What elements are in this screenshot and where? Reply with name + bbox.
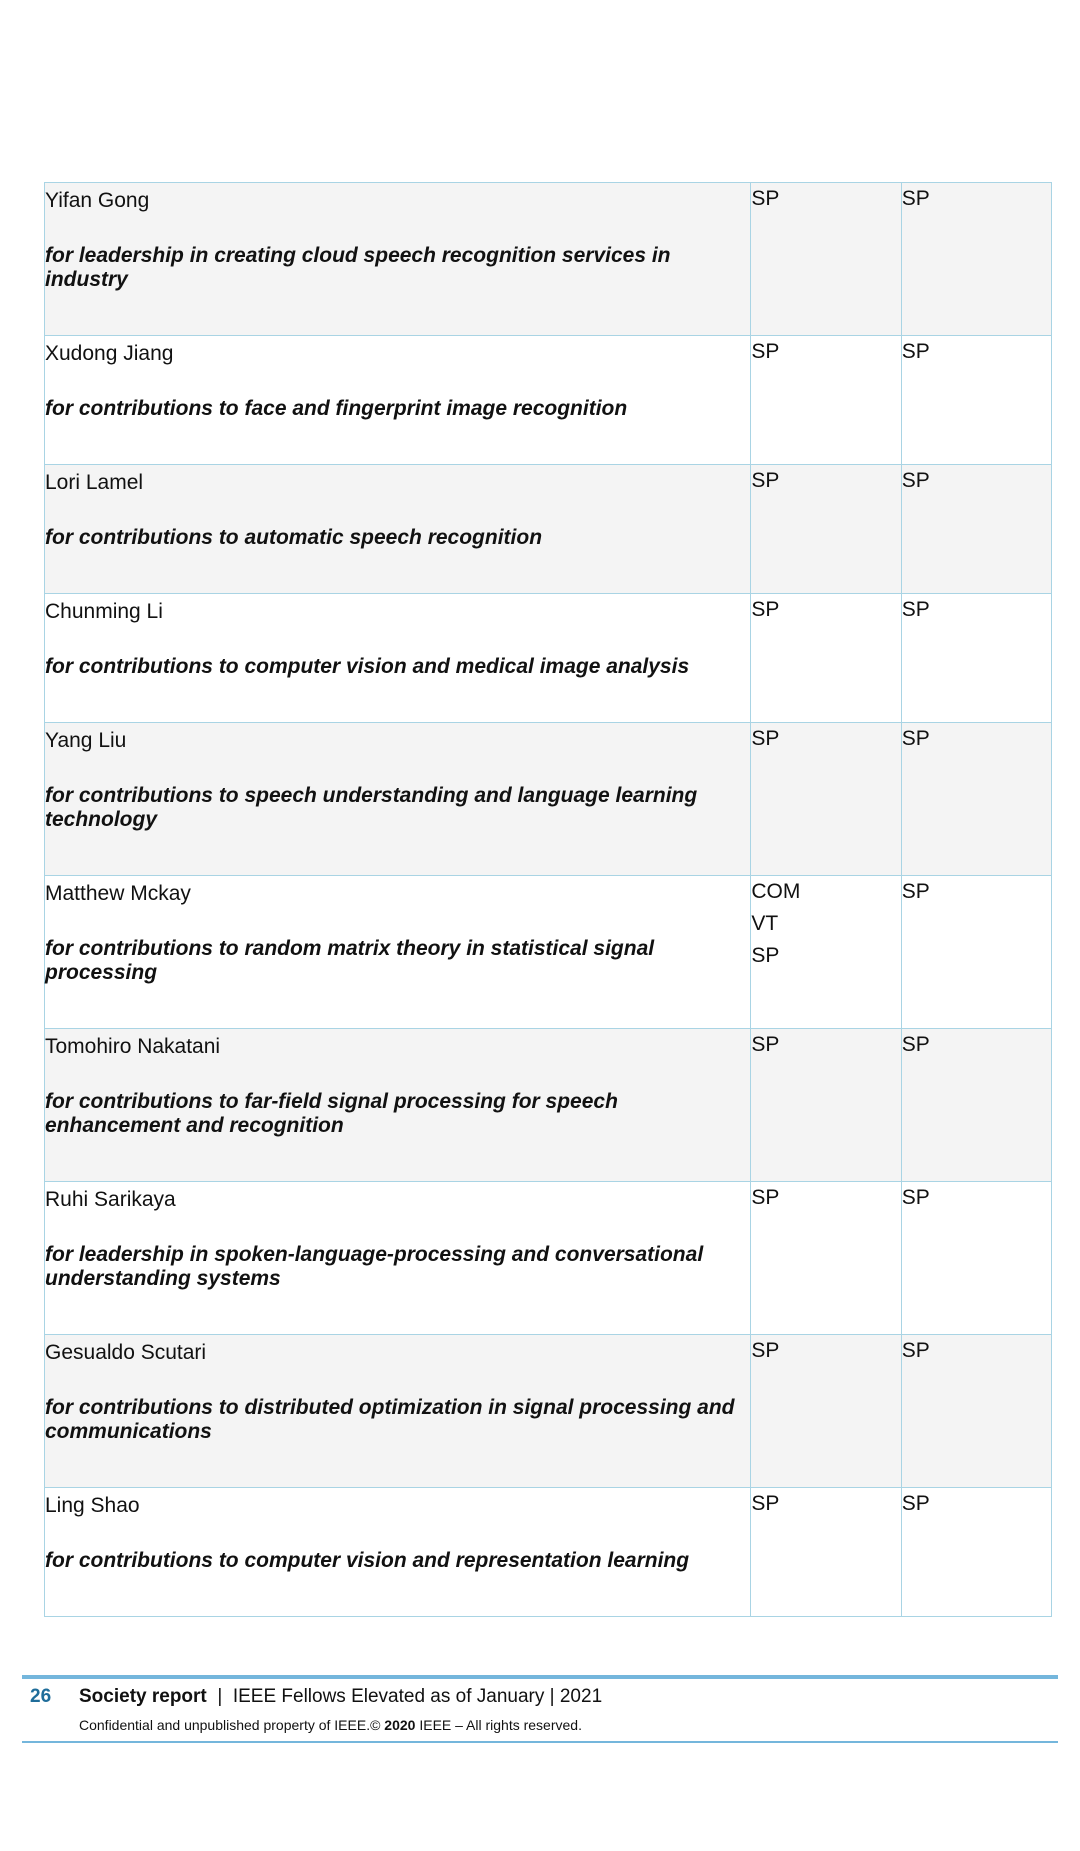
society-cell bbox=[751, 336, 901, 465]
society-cell bbox=[751, 723, 901, 876]
society-cell bbox=[751, 465, 901, 594]
section-cell bbox=[901, 1335, 1051, 1488]
fellow-name: Tomohiro Nakatani bbox=[45, 1035, 221, 1058]
fellow-citation: for contributions to distributed optimization in signal processing and communications bbox=[45, 1396, 735, 1443]
fellow-name: Yifan Gong bbox=[45, 189, 150, 212]
society-code: SP bbox=[751, 1339, 780, 1362]
society-code: SP bbox=[751, 340, 780, 363]
society-code: SP bbox=[751, 727, 780, 750]
society-cell bbox=[751, 876, 901, 1029]
report-subtitle: IEEE Fellows Elevated as of January | 2021 bbox=[232, 1686, 603, 1707]
society-cell bbox=[751, 1029, 901, 1182]
section-cell bbox=[901, 1488, 1051, 1617]
fellow-name: Ruhi Sarikaya bbox=[45, 1188, 176, 1211]
society-code: SP bbox=[751, 187, 780, 210]
society-code: VT bbox=[751, 912, 779, 935]
fellow-cell bbox=[45, 465, 751, 594]
society-code: SP bbox=[751, 1492, 780, 1515]
table-row bbox=[45, 1335, 1052, 1488]
section-cell bbox=[901, 723, 1051, 876]
section-code: SP bbox=[901, 1492, 930, 1515]
table-row bbox=[45, 1029, 1052, 1182]
fellow-name: Lori Lamel bbox=[45, 471, 144, 494]
fellow-name: Gesualdo Scutari bbox=[45, 1341, 207, 1364]
fellows-table bbox=[44, 182, 1052, 1617]
fellow-cell bbox=[45, 336, 751, 465]
fellow-cell bbox=[45, 183, 751, 336]
fellow-name: Ling Shao bbox=[45, 1494, 140, 1517]
page-footer bbox=[22, 1675, 1058, 1743]
fellow-citation: for contributions to automatic speech recognition bbox=[45, 526, 543, 549]
fellow-name: Xudong Jiang bbox=[45, 342, 174, 365]
section-code: SP bbox=[901, 880, 930, 903]
section-code: SP bbox=[901, 340, 930, 363]
fellow-cell bbox=[45, 1029, 751, 1182]
society-cell bbox=[751, 183, 901, 336]
section-cell bbox=[901, 594, 1051, 723]
section-code: SP bbox=[901, 598, 930, 621]
society-code: COM bbox=[751, 880, 801, 903]
section-code: SP bbox=[901, 727, 930, 750]
section-code: SP bbox=[901, 1186, 930, 1209]
section-cell bbox=[901, 876, 1051, 1029]
section-code: SP bbox=[901, 1033, 930, 1056]
table-row bbox=[45, 183, 1052, 336]
fellow-cell bbox=[45, 1488, 751, 1617]
section-cell bbox=[901, 465, 1051, 594]
table-row bbox=[45, 876, 1052, 1029]
society-code: SP bbox=[751, 469, 780, 492]
fellow-cell bbox=[45, 876, 751, 1029]
fellow-citation: for contributions to face and fingerprint image recognition bbox=[45, 397, 628, 420]
fellow-citation: for contributions to computer vision and medical image analysis bbox=[45, 655, 690, 678]
confidential-year: 2020 bbox=[384, 1717, 416, 1733]
table-row bbox=[45, 336, 1052, 465]
table-row bbox=[45, 723, 1052, 876]
society-cell bbox=[751, 1182, 901, 1335]
table-row bbox=[45, 465, 1052, 594]
fellow-citation: for leadership in creating cloud speech recognition services in industry bbox=[45, 244, 671, 291]
section-cell bbox=[901, 183, 1051, 336]
fellow-name: Matthew Mckay bbox=[45, 882, 191, 905]
section-cell bbox=[901, 1182, 1051, 1335]
fellow-citation: for contributions to speech understanding and language learning technology bbox=[45, 784, 698, 831]
table-row bbox=[45, 594, 1052, 723]
fellow-name: Chunming Li bbox=[45, 600, 163, 623]
society-code: SP bbox=[751, 944, 780, 967]
fellow-citation: for contributions to computer vision and representation learning bbox=[45, 1549, 690, 1572]
footer-divider-bottom bbox=[22, 1741, 1058, 1743]
section-code: SP bbox=[901, 187, 930, 210]
society-code: SP bbox=[751, 1033, 780, 1056]
fellow-cell bbox=[45, 1182, 751, 1335]
society-cell bbox=[751, 1335, 901, 1488]
page-number: 26 bbox=[30, 1686, 52, 1707]
table-row bbox=[45, 1182, 1052, 1335]
footer-title-line bbox=[22, 1679, 1058, 1715]
society-code: SP bbox=[751, 1186, 780, 1209]
report-label: Society report bbox=[79, 1686, 207, 1707]
table-row bbox=[45, 1488, 1052, 1617]
society-cell bbox=[751, 594, 901, 723]
society-code: SP bbox=[751, 598, 780, 621]
fellow-cell bbox=[45, 723, 751, 876]
society-cell bbox=[751, 1488, 901, 1617]
report-title bbox=[79, 1679, 602, 1715]
fellow-citation: for contributions to far-field signal processing for speech enhancement and recognition bbox=[45, 1090, 618, 1137]
fellow-name: Yang Liu bbox=[45, 729, 127, 752]
fellow-cell bbox=[45, 594, 751, 723]
title-separator: | bbox=[217, 1686, 223, 1707]
section-code: SP bbox=[901, 469, 930, 492]
confidential-prefix: Confidential and unpublished property of IEEE.© bbox=[79, 1717, 385, 1733]
section-cell bbox=[901, 1029, 1051, 1182]
fellow-citation: for leadership in spoken-language-processing and conversational understanding systems bbox=[45, 1243, 704, 1290]
fellows-table-body bbox=[45, 183, 1052, 1617]
fellow-cell bbox=[45, 1335, 751, 1488]
fellow-citation: for contributions to random matrix theory in statistical signal processing bbox=[45, 937, 655, 984]
confidential-suffix: IEEE – All rights reserved. bbox=[415, 1717, 582, 1733]
section-code: SP bbox=[901, 1339, 930, 1362]
confidential-notice bbox=[22, 1715, 1058, 1741]
section-cell bbox=[901, 336, 1051, 465]
